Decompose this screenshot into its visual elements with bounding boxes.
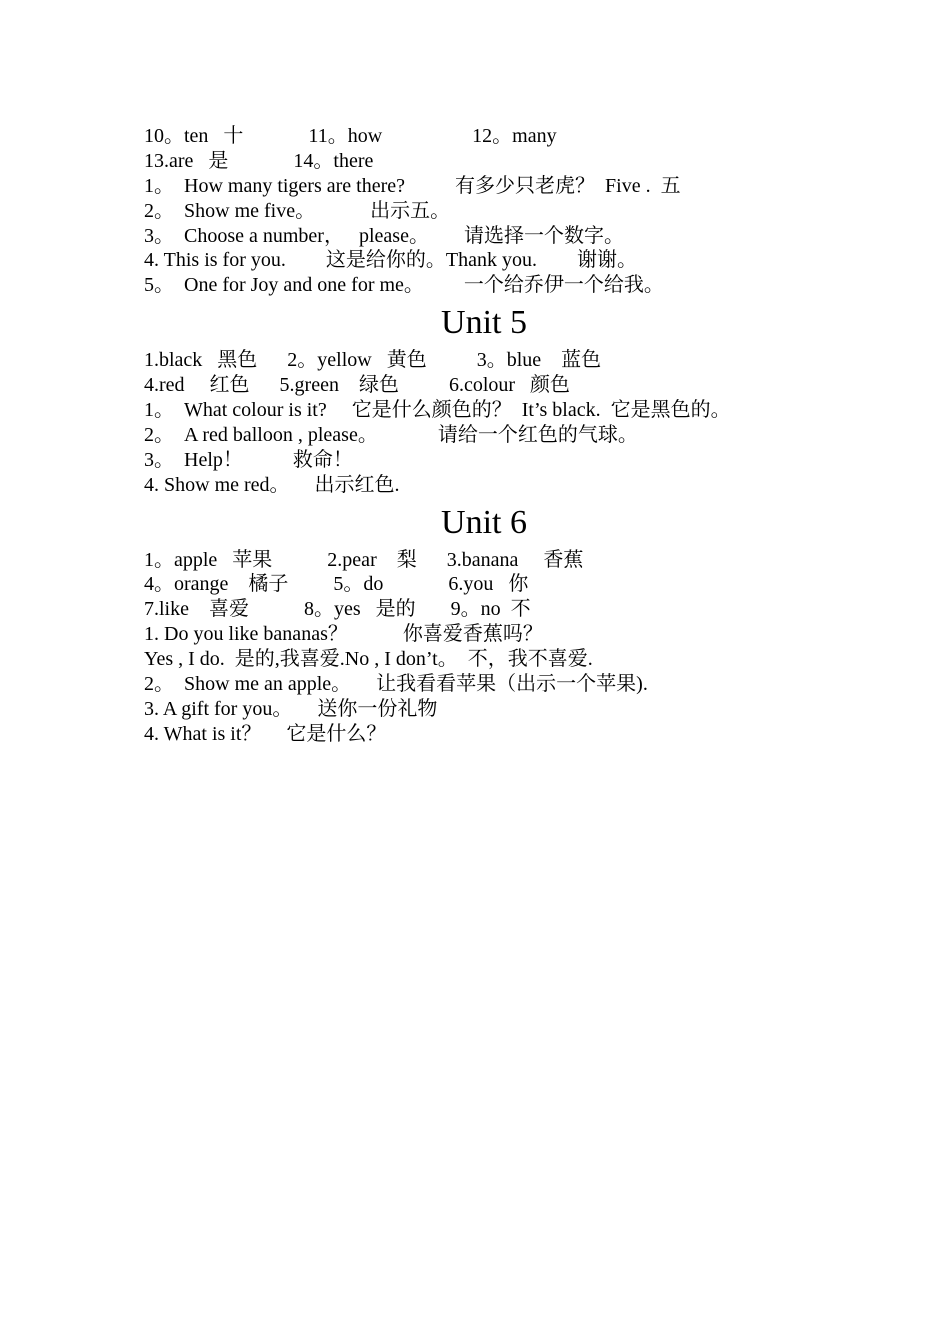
text-line: 2。 Show me five。 出示五。 xyxy=(144,199,451,222)
text-line: 4. This is for you. 这是给你的。Thank you. 谢谢。 xyxy=(144,249,637,272)
text-line: 1。apple 苹果 2.pear 梨 3.banana 香蕉 xyxy=(144,548,584,571)
text-line: 1. Do you like bananas？ 你喜爱香蕉吗？ xyxy=(144,623,543,646)
document-page xyxy=(144,124,824,747)
text-line: 2。 A red balloon , please。 请给一个红色的气球。 xyxy=(144,423,638,446)
text-line: 1.black 黑色 2。yellow 黄色 3。blue 蓝色 xyxy=(144,349,602,372)
text-line: 4. Show me red。 出示红色. xyxy=(144,473,400,496)
text-line: 4。orange 橘子 5。do 6.you 你 xyxy=(144,573,529,596)
section-top xyxy=(144,124,824,298)
section-unit5 xyxy=(144,298,824,497)
text-line: Yes , I do. 是的,我喜爱.No , I don’t。 不，我不喜爱. xyxy=(144,648,593,671)
text-line: 2。 Show me an apple。 让我看看苹果（出示一个苹果). xyxy=(144,673,648,696)
unit5-heading: Unit 5 xyxy=(441,304,527,342)
text-line: 3。 Choose a number， please。 请选择一个数字。 xyxy=(144,224,624,247)
section-unit6 xyxy=(144,498,824,747)
text-line: 13.are 是 14。there xyxy=(144,149,374,172)
text-line: 4. What is it？ 它是什么？ xyxy=(144,722,387,745)
unit6-heading: Unit 6 xyxy=(441,503,527,541)
text-line: 7.like 喜爱 8。yes 是的 9。no 不 xyxy=(144,598,531,621)
text-line: 5。 One for Joy and one for me。 一个给乔伊一个给我。 xyxy=(144,274,664,297)
text-line: 1。 What colour is it? 它是什么颜色的？ It’s black. 它是黑色的。 xyxy=(144,399,731,422)
text-line: 1。 How many tigers are there? 有多少只老虎？ Five . 五 xyxy=(144,174,681,197)
text-line: 3. A gift for you。 送你一份礼物 xyxy=(144,697,438,720)
text-line: 10。ten 十 11。how 12。many xyxy=(144,125,557,147)
text-line: 3。 Help！ 救命！ xyxy=(144,448,353,471)
text-line: 4.red 红色 5.green 绿色 6.colour 颜色 xyxy=(144,374,571,397)
